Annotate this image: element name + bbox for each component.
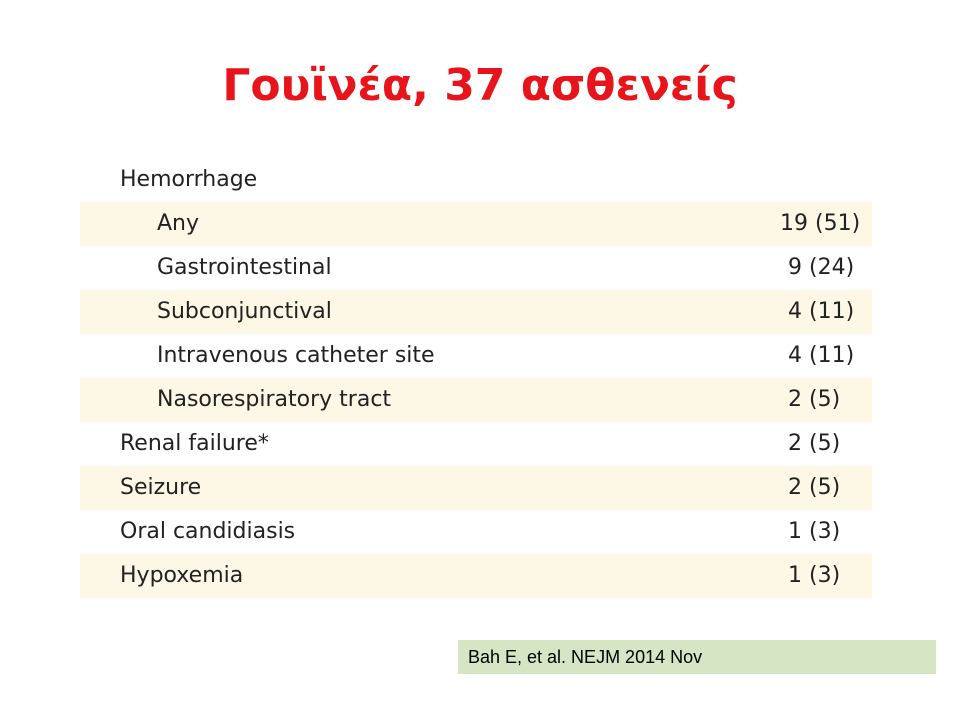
table-row-gastrointestinal <box>80 246 872 290</box>
row-label: Gastrointestinal <box>157 255 332 280</box>
row-value: 1 (3) <box>788 563 841 588</box>
table-row-seizure <box>80 466 872 510</box>
row-label: Nasorespiratory tract <box>157 387 392 412</box>
row-value: 4 (11) <box>788 299 855 324</box>
row-label: Any <box>157 211 200 236</box>
citation-box: Bah E, et al. NEJM 2014 Nov <box>458 640 936 674</box>
row-value: 19 (51) <box>780 211 861 236</box>
table-row-oral-candidiasis <box>80 510 872 554</box>
row-label: Intravenous catheter site <box>157 343 435 368</box>
table-row-subconjunctival <box>80 290 872 334</box>
row-value: 1 (3) <box>788 519 841 544</box>
row-value: 2 (5) <box>788 475 841 500</box>
row-label: Renal failure* <box>120 431 269 456</box>
row-value: 2 (5) <box>788 387 841 412</box>
table-row-hemorrhage <box>80 158 872 202</box>
slide-title: Γουϊνέα, 37 ασθενείς <box>222 60 738 111</box>
row-label: Hypoxemia <box>120 563 244 588</box>
symptoms-table <box>80 158 872 598</box>
row-label: Subconjunctival <box>157 299 332 324</box>
row-label: Hemorrhage <box>120 167 258 192</box>
row-value: 2 (5) <box>788 431 841 456</box>
table-row-hypoxemia <box>80 554 872 598</box>
row-label: Oral candidiasis <box>120 519 296 544</box>
row-label: Seizure <box>120 475 202 500</box>
row-value: 9 (24) <box>788 255 855 280</box>
row-value: 4 (11) <box>788 343 855 368</box>
table-row-nasorespiratory <box>80 378 872 422</box>
table-row-any <box>80 202 872 246</box>
table-row-renal-failure <box>80 422 872 466</box>
table-row-iv-catheter <box>80 334 872 378</box>
